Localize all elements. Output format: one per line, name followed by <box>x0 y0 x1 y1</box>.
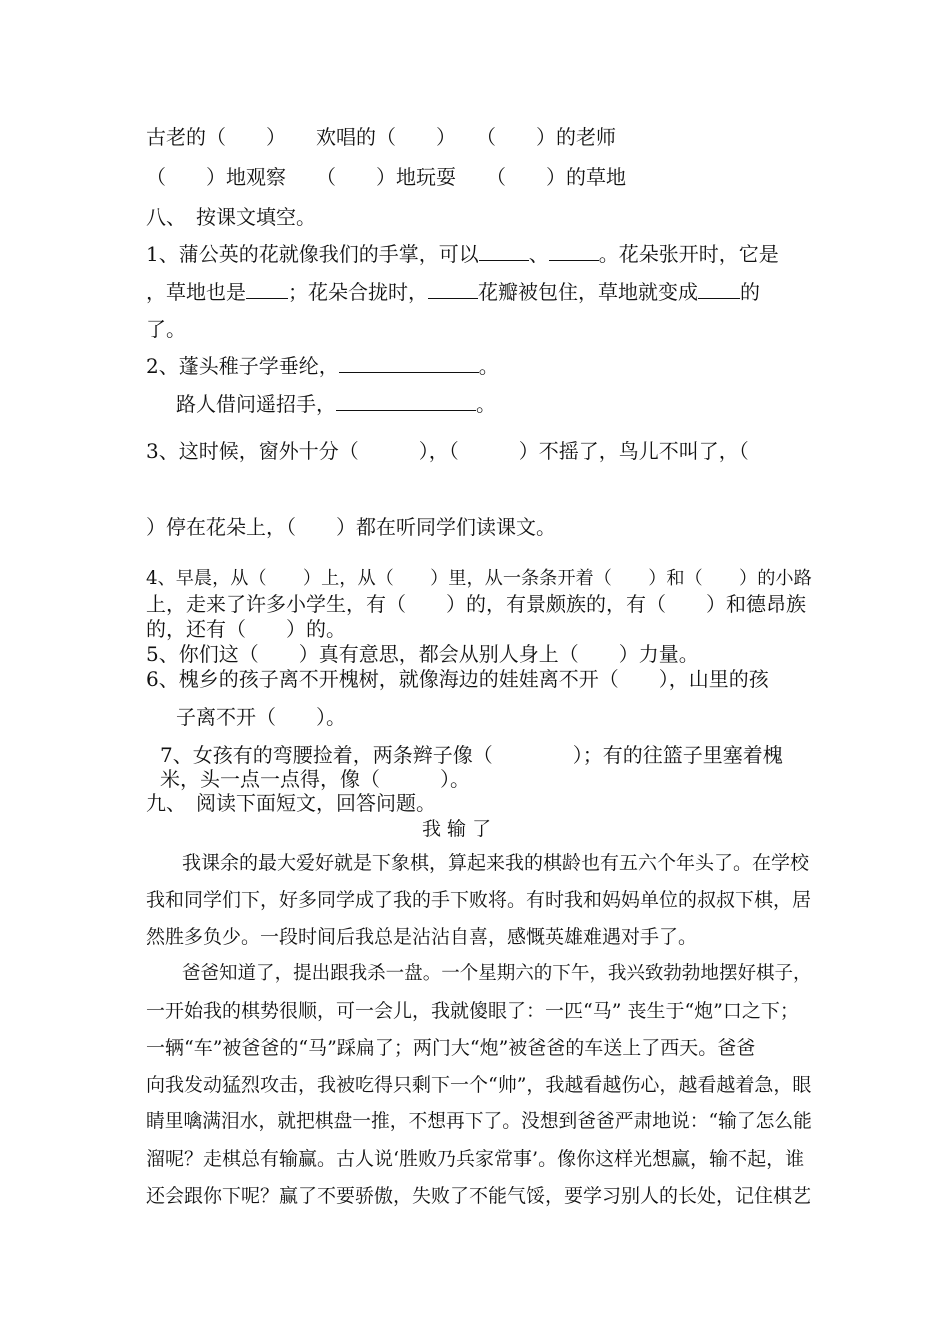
question-3-line-1: 3、这时候，窗外十分（ ），（ ）不摇了，鸟儿不叫了，（ <box>146 439 749 463</box>
passage-line: 爸爸知道了，提出跟我杀一盘。一个星期六的下午，我兴致勃勃地摆好棋子， <box>182 963 812 984</box>
section-8-heading: 八、 按课文填空。 <box>146 205 316 229</box>
blank <box>698 278 740 299</box>
section-9-heading: 九、 阅读下面短文，回答问题。 <box>146 791 436 815</box>
passage-line: 一辆“车”被爸爸的“马”踩扁了；两门大“炮”被爸爸的车送上了西天。爸爸 <box>146 1037 756 1059</box>
phrase-fill-line-2: （ ）地观察 （ ）地玩耍 （ ）的草地 <box>146 165 626 189</box>
question-1-line-2: ，草地也是 ；花朵合拢时， 花瓣被包住，草地就变成 的 <box>146 280 760 304</box>
question-4-line-2: 上，走来了许多小学生，有（ ）的，有景颇族的，有（ ）和德昂族 <box>146 592 806 616</box>
passage-line: 然胜多负少。一段时间后我总是沾沾自喜，感慨英雄难遇对手了。 <box>146 926 698 948</box>
passage-line: 我课余的最大爱好就是下象棋，算起来我的棋龄也有五六个年头了。在学校 <box>182 852 810 874</box>
question-5: 5、你们这（ ）真有意思，都会从别人身上（ ）力量。 <box>146 642 699 666</box>
blank <box>428 278 478 299</box>
question-6-line-2: 子离不开（ ）。 <box>176 705 346 729</box>
passage-title: 我 输 了 <box>422 818 492 840</box>
passage-line: 一开始我的棋势很顺，可一会儿，我就傻眼了：一匹“马” 丧生于“炮”口之下； <box>146 1000 799 1022</box>
blank <box>246 278 288 299</box>
question-4-line-3: 的，还有（ ）的。 <box>146 617 346 641</box>
question-3-line-2: ）停在花朵上，（ ）都在听同学们读课文。 <box>146 515 556 539</box>
question-6-line-1: 6、槐乡的孩子离不开槐树，就像海边的娃娃离不开（ ），山里的孩 <box>146 667 769 691</box>
passage-line: 溜呢？走棋总有输赢。古人说‘胜败乃兵家常事’。像你这样光想赢，输不起，谁 <box>146 1148 805 1170</box>
passage-line: 还会跟你下呢？赢了不要骄傲，失败了不能气馁，要学习别人的长处，记住棋艺 <box>146 1185 812 1207</box>
question-2-line-1: 2、蓬头稚子学垂纶， 。 <box>146 354 499 378</box>
blank <box>549 240 599 261</box>
question-7-line-1: 7、女孩有的弯腰捡着，两条辫子像（ ）；有的往篮子里塞着槐 <box>160 743 783 767</box>
passage-line: 我和同学们下，好多同学成了我的手下败将。有时我和妈妈单位的叔叔下棋，居 <box>146 889 812 911</box>
blank <box>336 390 476 411</box>
question-4-line-1: 4、早晨，从（ ）上，从（ ）里，从一条条开着（ ）和（ ）的小路 <box>146 568 812 589</box>
phrase-fill-line-1: 古老的（ ） 欢唱的（ ） （ ）的老师 <box>146 125 616 149</box>
question-1-line-3: 了。 <box>146 317 186 341</box>
passage-line: 向我发动猛烈攻击，我被吃得只剩下一个“帅”，我越看越伤心，越看越着急，眼 <box>146 1074 812 1096</box>
blank <box>339 352 479 373</box>
question-1-line-1: 1、蒲公英的花就像我们的手掌，可以 、 。花朵张开时，它是 <box>146 242 779 266</box>
question-7-line-2: 米，头一点一点得，像（ ）。 <box>160 767 470 791</box>
question-2-line-2: 路人借问遥招手， 。 <box>176 392 496 416</box>
passage-line: 睛里噙满泪水，就把棋盘一推，不想再下了。没想到爸爸严肃地说：“输了怎么能 <box>146 1111 812 1132</box>
blank <box>479 240 529 261</box>
